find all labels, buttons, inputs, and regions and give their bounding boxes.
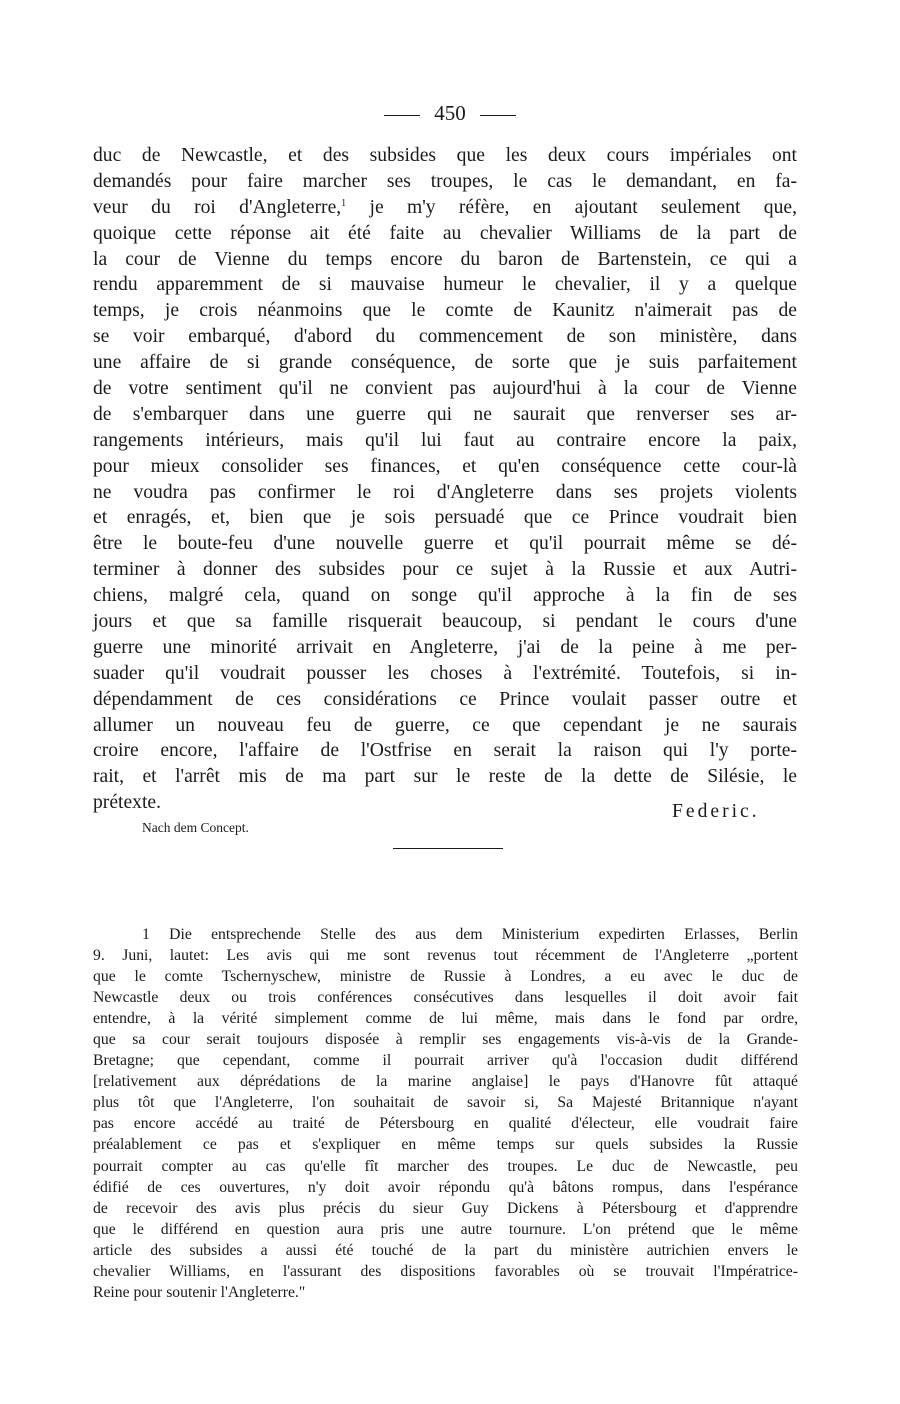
body-line: de votre sentiment qu'il ne convient pas aujourd'hui à la cour de Vienne xyxy=(93,378,797,400)
body-line: guerre une minorité arrivait en Angleterre, j'ai de la peine à me per- xyxy=(93,636,797,658)
body-line: et enragés, et, bien que je sois persuadé que ce Prince voudrait bien xyxy=(93,507,797,529)
footnote-line-part: Die entsprechende Stelle des aus dem Ministerium expedirten Erlasses, Berlin xyxy=(149,926,798,943)
body-line: terminer à donner des subsides pour ce sujet à la Russie et aux Autri- xyxy=(93,559,797,581)
footnote-line: édifié de ces ouvertures, n'y doit avoir répondu qu'à bâtons rompus, dans l'espérance xyxy=(93,1178,798,1196)
body-line: suader qu'il voudrait pousser les choses à l'extrémité. Toutefois, si in- xyxy=(93,662,797,684)
footnote-line: que sa cour serait toujours disposée à remplir ses engagements vis-à-vis de la Grande- xyxy=(93,1031,798,1049)
footnote-reference: 1 xyxy=(341,197,347,209)
footnote-line: article des subsides a aussi été touché de la part du ministère autrichien envers le xyxy=(93,1241,798,1259)
body-line xyxy=(93,195,797,221)
body-line-part: veur du roi d'Angleterre, xyxy=(93,196,342,218)
header-dash-right xyxy=(480,115,516,116)
footnote-line: pas encore accédé au traité de Pétersbourg en qualité d'électeur, elle voudrait faire xyxy=(93,1115,798,1133)
body-line: chiens, malgré cela, quand on songe qu'il approche à la fin de ses xyxy=(93,585,797,607)
body-line: allumer un nouveau feu de guerre, ce que cependant je ne saurais xyxy=(93,714,797,736)
source-note: Nach dem Concept. xyxy=(142,820,249,835)
body-line: une affaire de si grande conséquence, de sorte que je suis parfaitement xyxy=(93,352,797,374)
body-line: rendu apparemment de si mauvaise humeur le chevalier, il y a quelque xyxy=(93,274,797,296)
body-line: dépendamment de ces considérations ce Prince voulait passer outre et xyxy=(93,688,797,710)
body-line: se voir embarqué, d'abord du commencement de son ministère, dans xyxy=(93,326,797,348)
body-line: la cour de Vienne du temps encore du baron de Bartenstein, ce qui a xyxy=(93,248,797,270)
footnote-line: de recevoir des avis plus précis du sieur Guy Dickens à Pétersbourg et d'apprendre xyxy=(93,1199,798,1217)
page-header xyxy=(0,98,900,128)
body-line: duc de Newcastle, et des subsides que les deux cours impériales ont xyxy=(93,145,797,166)
signature: Federic. xyxy=(672,801,760,822)
body-line: quoique cette réponse ait été faite au chevalier Williams de la part de xyxy=(93,222,797,244)
body-line: prétexte. xyxy=(93,792,161,814)
body-line: jours et que sa famille risquerait beaucoup, si pendant le cours d'une xyxy=(93,611,797,633)
body-line: être le boute-feu d'une nouvelle guerre et qu'il pourrait même se dé- xyxy=(93,533,797,555)
footnote-line: plus tôt que l'Angleterre, l'on souhaitait de savoir si, Sa Majesté Britannique n'ayant xyxy=(93,1094,798,1112)
footnote-line: Reine pour soutenir l'Angleterre." xyxy=(93,1283,306,1301)
body-line-part: je m'y réfère, en ajoutant seulement que, xyxy=(346,196,797,218)
body-line: demandés pour faire marcher ses troupes, le cas le demandant, en fa- xyxy=(93,170,797,192)
footnote-line: que le différend en question aura pris une autre tournure. L'on prétend que le même xyxy=(93,1220,798,1238)
body-line: rangements intérieurs, mais qu'il lui faut au contraire encore la paix, xyxy=(93,429,797,451)
footnote xyxy=(93,924,798,1303)
section-divider xyxy=(393,848,503,849)
main-text xyxy=(93,143,797,816)
footnote-line: que le comte Tschernyschew, ministre de Russie à Londres, a eu avec le duc de xyxy=(93,968,798,986)
footnote-line: 9. Juni, lautet: Les avis qui me sont revenus tout récemment de l'Angleterre „portent xyxy=(93,947,798,965)
footnote-line: Bretagne; que cependant, comme il pourrait arriver qu'à l'occasion dudit différend xyxy=(93,1052,798,1070)
footnote-line: Newcastle deux ou trois conférences consécutives dans lesquelles il doit avoir fait xyxy=(93,989,798,1007)
body-line: temps, je crois néanmoins que le comte de Kaunitz n'aimerait pas de xyxy=(93,300,797,322)
footnote-line: [relativement aux déprédations de la marine anglaise] le pays d'Hanovre fût attaqué xyxy=(93,1073,798,1091)
body-line: pour mieux consolider ses finances, et qu'en conséquence cette cour-là xyxy=(93,455,797,477)
body-line: ne voudra pas confirmer le roi d'Angleterre dans ses projets violents xyxy=(93,481,797,503)
footnote-line xyxy=(93,924,798,945)
footnote-line: entendre, à la vérité simplement comme de lui même, mais dans le fond par ordre, xyxy=(93,1010,798,1028)
header-dash-left xyxy=(384,115,420,116)
footnote-line: préalablement ce pas et s'expliquer en même temps sur quels subsides la Russie xyxy=(93,1136,798,1154)
footnote-line: pourrait compter au cas qu'elle fît marcher des troupes. Le duc de Newcastle, peu xyxy=(93,1157,798,1175)
body-line: croire encore, l'affaire de l'Ostfrise en serait la raison qui l'y porte- xyxy=(93,740,797,762)
page-number: 450 xyxy=(434,101,466,125)
footnote-marker: 1 xyxy=(142,926,150,943)
body-line: rait, et l'arrêt mis de ma part sur le reste de la dette de Silésie, le xyxy=(93,766,797,788)
body-line: de s'embarquer dans une guerre qui ne saurait que renverser ses ar- xyxy=(93,403,797,425)
footnote-line: chevalier Williams, en l'assurant des dispositions favorables où se trouvait l'Impératrice- xyxy=(93,1262,798,1280)
